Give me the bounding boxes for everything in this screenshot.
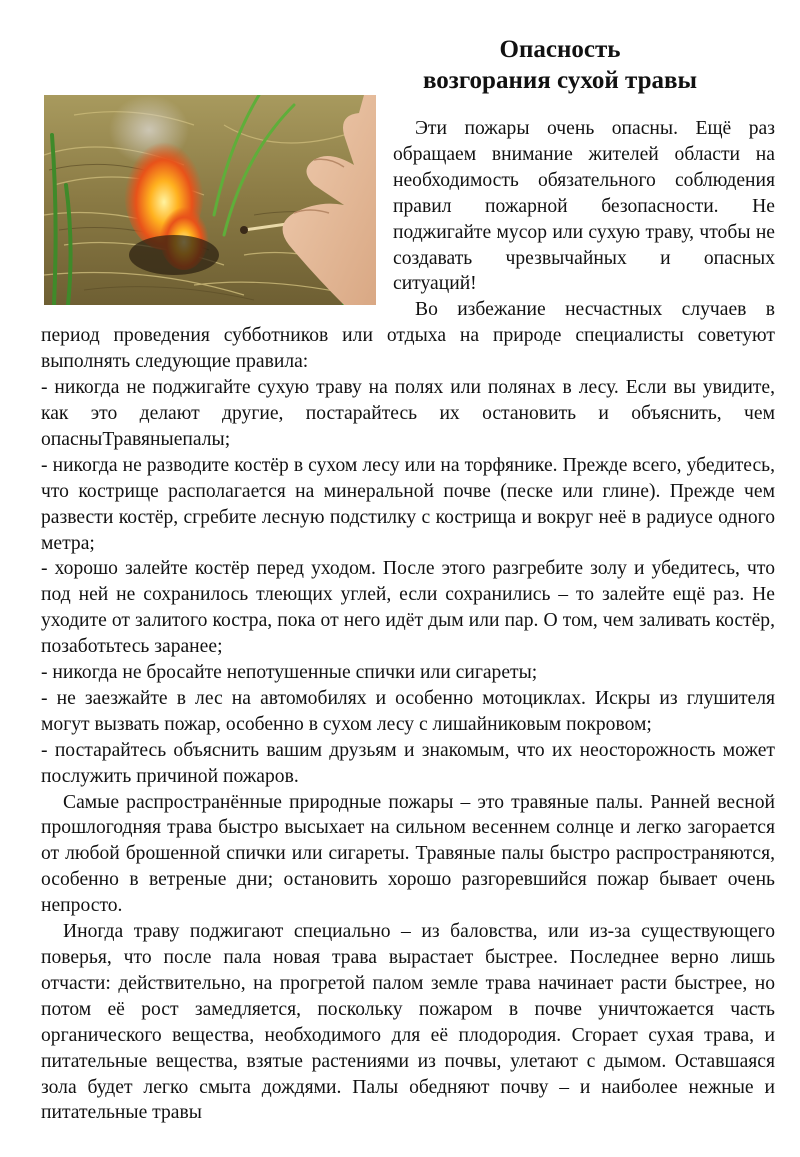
- paragraph-grass-fires: Самые распространённые природные пожары – это травяные палы. Ранней весной прошлогодняя трава быстро высыхает на сильном весеннем солнце и легко загорается от любой брошенной спички или сигареты. Травяные палы быстро распространяются, особенно в ветреные дни; остановить хорошо разгоревшийся пожар бывает очень непросто.: [41, 791, 775, 917]
- title-line-2: возгорания сухой травы: [422, 67, 698, 94]
- photo-wrap-spacer: [41, 116, 393, 306]
- document-title: [380, 34, 740, 96]
- rule-item: - постарайтесь объяснить вашим друзьям и знакомым, что их неосторожность может послужить причиной пожаров.: [41, 739, 775, 787]
- rule-item: - не заезжайте в лес на автомобилях и особенно мотоциклах. Искры из глушителя могут вызвать пожар, особенно в сухом лесу с лишайниковым покровом;: [41, 687, 775, 735]
- rule-item: - никогда не бросайте непотушенные спички или сигареты;: [41, 662, 538, 684]
- paragraph-rules-lead: Во избежание несчастных случаев в период проведения субботников или отдыха на природе специалисты советуют выполнять следующие правила:: [41, 299, 775, 373]
- document-body: [41, 116, 775, 1126]
- rule-item: - никогда не поджигайте сухую траву на полях или полянах в лесу. Если вы увидите, как это делают другие, постарайтесь их остановить и объяснить, чем опасныТравяныепалы;: [41, 377, 775, 450]
- rule-item: - никогда не разводите костёр в сухом лесу или на торфянике. Прежде всего, убедитесь, что кострище располагается на минеральной почве (песке или глине). Прежде чем развести костёр, сгребите лесную подстилку с кострища и вокруг неё в радиусе одного метра;: [41, 454, 775, 554]
- title-line-1: Опасность: [499, 36, 621, 63]
- rule-item: - хорошо залейте костёр перед уходом. После этого разгребите золу и убедитесь, что под ней не сохранилось тлеющих углей, если сохранились – то залейте ещё раз. Не уходите от залитого костра, пока от него идёт дым или пар. О том, чем заливать костёр, позаботьтесь заранее;: [41, 558, 775, 658]
- paragraph-intro: Эти пожары очень опасны. Ещё раз обращаем внимание жителей области на необходимость обязательного соблюдения правил пожарной безопасности. Не поджигайте мусор или сухую траву, чтобы не создавать чрезвычайных и опасных ситуаций!: [393, 118, 775, 295]
- paragraph-arson: Иногда траву поджигают специально – из баловства, или из-за существующего поверья, что после пала новая трава вырастает быстрее. Последнее верно лишь отчасти: действительно, на прогретой палом земле трава начинает расти быстрее, но потом её рост замедляется, поскольку пожаром в почве уничтожается часть органического вещества, необходимого для её плодородия. Сгорает сухая трава, и питательные вещества, взятые растениями из почвы, улетают с дымом. Оставшаяся зола будет легко смыта дождями. Палы обедняют почву – и наиболее нежные и питательные травы: [41, 921, 775, 1124]
